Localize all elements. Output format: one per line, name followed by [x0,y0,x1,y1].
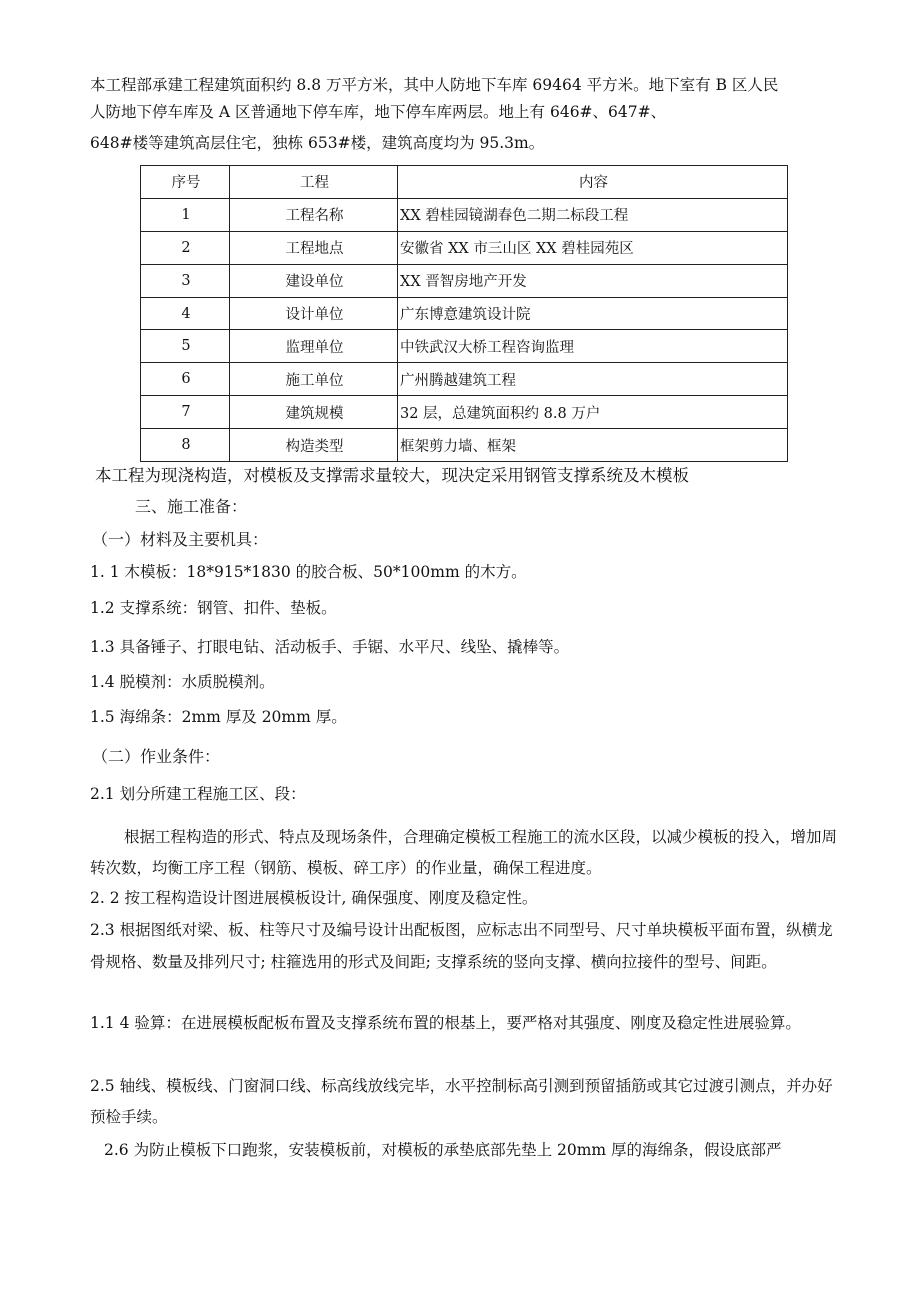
table-row [141,231,788,264]
header-no: 序号 [141,166,230,199]
table-row [141,198,788,231]
material-item-1: 1. 1 木模板：18*915*1830 的胶合板、50*100mm 的木方。 [90,563,527,581]
intro-line-1: 本工程部承建工程建筑面积约 8.8 万平方米，其中人防地下车库 69464 平方米。地下室有 B 区人民 [90,76,779,94]
method-statement: 本工程为现浇构造，对模板及支撑需求量较大，现决定采用钢管支撑系统及木模板 [95,466,689,485]
material-item-3: 1.3 具备锤子、打眼电钻、活动板手、手锯、水平尺、线坠、撬棒等。 [90,638,570,656]
cell-item: 施工单位 [230,363,398,396]
intro-line-3: 648#楼等建筑高层住宅，独栋 653#楼，建筑高度均为 95.3m。 [90,134,545,152]
condition-2-5: 2.5 轴线、模板线、门窗洞口线、标高线放线完毕，水平控制标高引测到预留插筋或其它过渡引测点，并办好预检手续。 [90,1077,833,1126]
condition-2-1-body: 根据工程构造的形式、特点及现场条件，合理确定模板工程施工的流水区段，以减少模板的投入，增加周转次数，均衡工序工程（钢筋、模板、碎工序）的作业量，确保工程进度。 [90,828,838,877]
table-header-row [141,166,788,199]
table-row [141,330,788,363]
cell-content: 框架剪力墙、框架 [398,429,788,462]
cell-content: 32 层，总建筑面积约 8.8 万户 [398,396,788,429]
cell-item: 建设单位 [230,264,398,297]
header-item: 工程 [230,166,398,199]
condition-2-6: 2.6 为防止模板下口跑浆，安装模板前，对模板的承垫底部先垫上 20mm 厚的海绵条，假设底部严 [104,1141,782,1159]
cell-no: 4 [141,297,230,330]
subsection-2-title: （二）作业条件： [92,747,221,766]
table-row [141,363,788,396]
cell-no: 8 [141,429,230,462]
subsection-1-title: （一）材料及主要机具： [92,530,269,549]
material-item-4: 1.4 脱模剂：水质脱模剂。 [90,673,275,691]
cell-no: 5 [141,330,230,363]
material-item-5: 1.5 海绵条：2mm 厚及 20mm 厚。 [90,708,347,726]
cell-no: 6 [141,363,230,396]
cell-item: 工程名称 [230,198,398,231]
cell-item: 设计单位 [230,297,398,330]
cell-item: 构造类型 [230,429,398,462]
cell-item: 建筑规模 [230,396,398,429]
cell-item: 工程地点 [230,231,398,264]
header-content: 内容 [398,166,788,199]
cell-no: 3 [141,264,230,297]
cell-item: 监理单位 [230,330,398,363]
cell-content: 广州腾越建筑工程 [398,363,788,396]
cell-content: XX 碧桂园镜湖春色二期二标段工程 [398,198,788,231]
condition-1-1-4: 1.1 4 验算：在进展模板配板布置及支撑系统布置的根基上，要严格对其强度、刚度及稳定性进展验算。 [90,1014,801,1032]
cell-no: 1 [141,198,230,231]
cell-content: 安徽省 XX 市三山区 XX 碧桂园苑区 [398,231,788,264]
table-row [141,297,788,330]
cell-content: 广东博意建筑设计院 [398,297,788,330]
condition-2-2: 2. 2 按工程构造设计图进展模板设计, 确保强度、刚度及稳定性。 [90,889,538,907]
section-3-title: 三、施工准备： [135,497,248,516]
material-item-2: 1.2 支撑系统：钢管、扣件、垫板。 [90,599,337,617]
table-row [141,264,788,297]
cell-content: 中铁武汉大桥工程咨询监理 [398,330,788,363]
condition-2-1: 2.1 划分所建工程施工区、段： [90,785,306,803]
cell-no: 2 [141,231,230,264]
project-info-table [140,165,788,462]
condition-2-3: 2.3 根据图纸对梁、板、柱等尺寸及编号设计出配板图，应标志出不同型号、尺寸单块模板平面布置，纵横龙骨规格、数量及排列尺寸; 柱箍选用的形式及间距; 支撑系统的竖向支撑、横向拉接件的型号、间距。 [90,921,833,971]
intro-line-2: 人防地下停车库及 A 区普通地下停车库，地下停车库两层。地上有 646#、647#、 [90,103,667,121]
cell-no: 7 [141,396,230,429]
table-row [141,396,788,429]
table-row [141,429,788,462]
cell-content: XX 晋智房地产开发 [398,264,788,297]
